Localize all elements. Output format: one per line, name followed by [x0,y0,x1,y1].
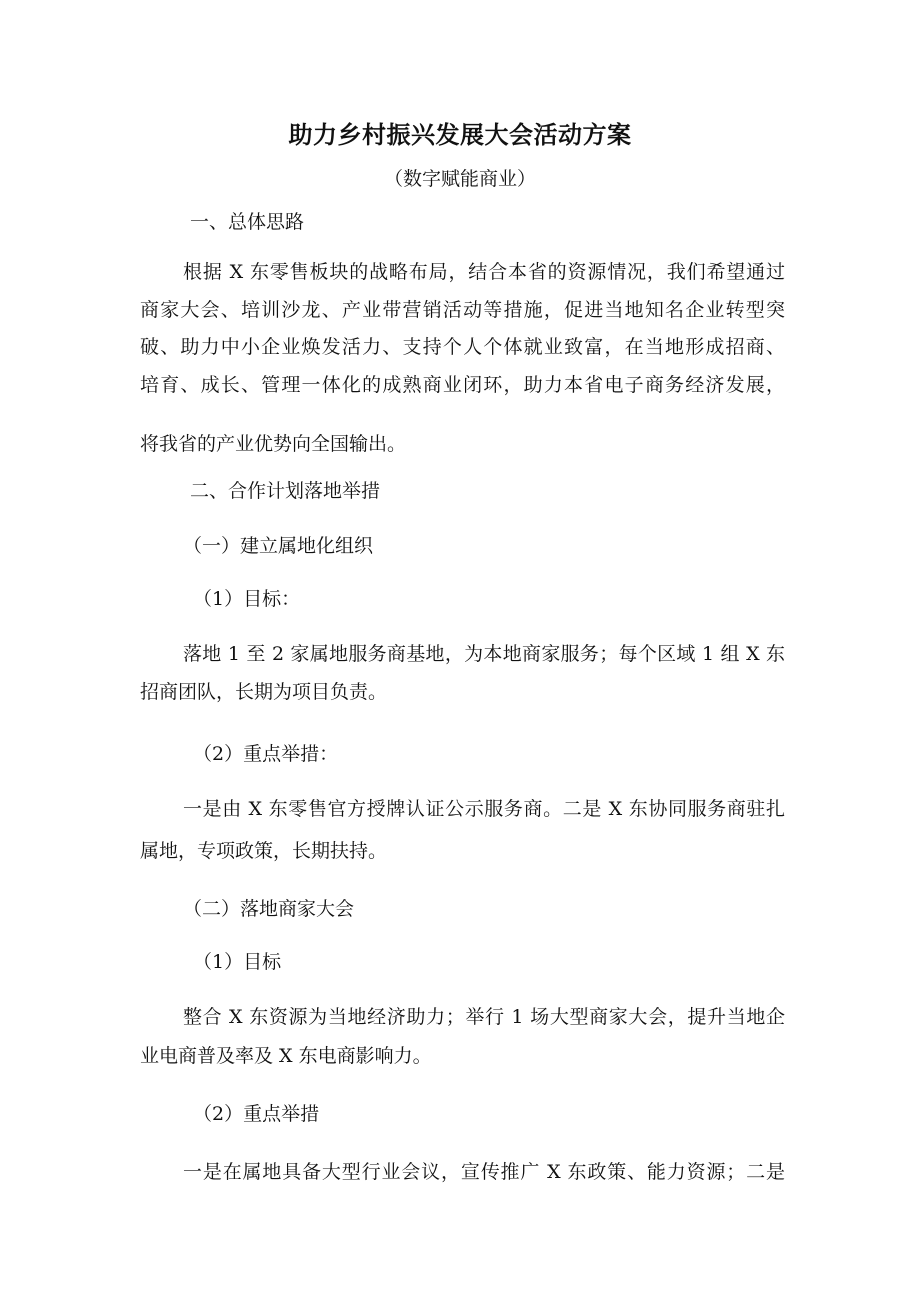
paragraph-line: 招商团队，长期为项目负责。 [140,681,388,703]
goal-label: （1）目标 [193,951,282,973]
paragraph-line: 业电商普及率及 X 东电商影响力。 [140,1045,432,1067]
paragraph-line: 一是在属地具备大型行业会议，宣传推广 X 东政策、能力资源；二是 [183,1161,785,1183]
paragraph-line: 商家大会、培训沙龙、产业带营销活动等措施，促进当地知名企业转型突 [140,299,785,321]
document-subtitle: （数字赋能商业） [383,168,536,190]
measures-label: （2）重点举措： [193,743,339,765]
paragraph-line: 一是由 X 东零售官方授牌认证公示服务商。二是 X 东协同服务商驻扎 [183,798,785,820]
paragraph-line: 整合 X 东资源为当地经济助力；举行 1 场大型商家大会，提升当地企 [183,1006,785,1028]
paragraph-line: 破、助力中小企业焕发活力、支持个人个体就业致富，在当地形成招商、 [140,336,785,358]
subsection-heading-local-organization: （一）建立属地化组织 [183,535,374,557]
paragraph-line: 落地 1 至 2 家属地服务商基地，为本地商家服务；每个区域 1 组 X 东 [183,643,785,665]
paragraph-line: 将我省的产业优势向全国输出。 [140,433,407,455]
subsection-heading-merchant-conference: （二）落地商家大会 [183,898,355,920]
paragraph-line: 根据 X 东零售板块的战略布局，结合本省的资源情况，我们希望通过 [183,261,785,283]
paragraph-line: 培育、成长、管理一体化的成熟商业闭环，助力本省电子商务经济发展， [140,374,785,396]
section-heading-overall-approach: 一、总体思路 [190,211,305,233]
goal-label: （1）目标： [193,588,301,610]
measures-label: （2）重点举措 [193,1103,320,1125]
document-title: 助力乡村振兴发展大会活动方案 [288,121,632,149]
paragraph-line: 属地，专项政策，长期扶持。 [140,840,388,862]
section-heading-cooperation-plan: 二、合作计划落地举措 [190,480,381,502]
